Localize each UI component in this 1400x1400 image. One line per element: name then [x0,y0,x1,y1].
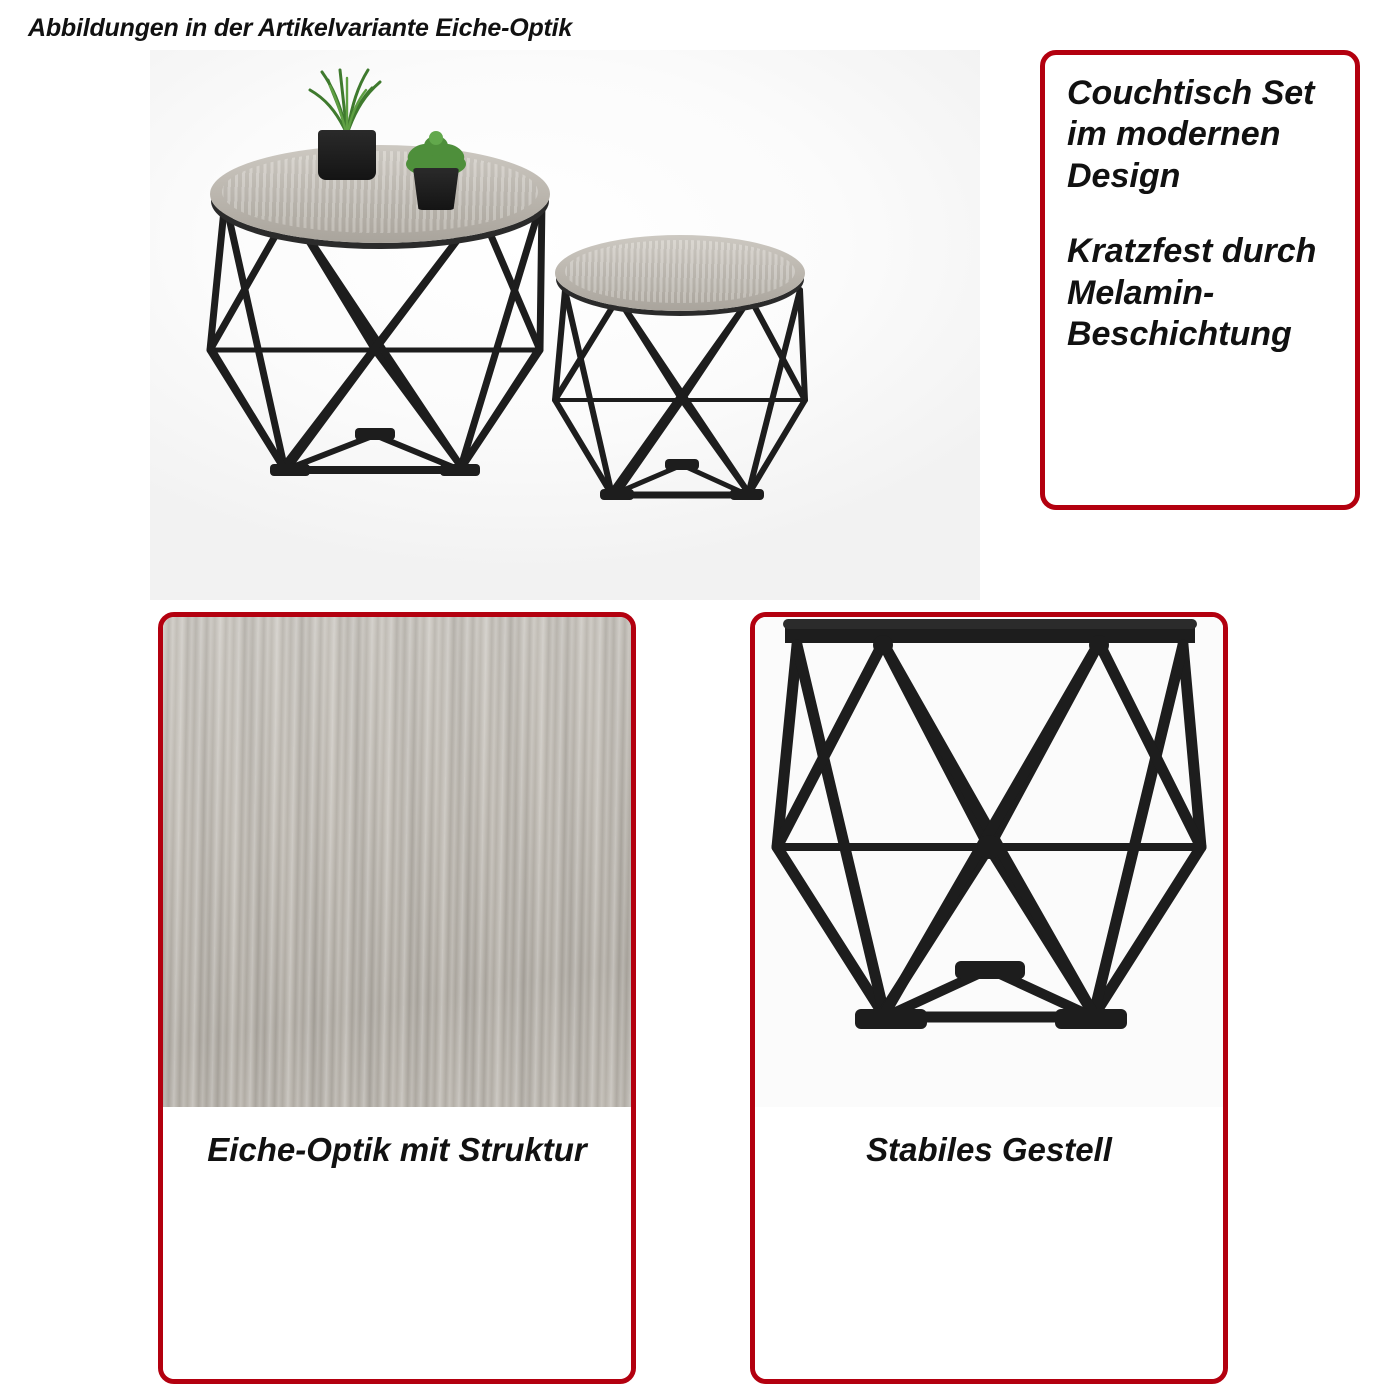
feature-text-2: Kratzfest durch Melamin-Beschichtung [1067,232,1317,354]
wood-texture-caption [163,1107,631,1379]
hero-product-photo [150,50,980,600]
feature-text-1: Couchtisch Set im modernen Design [1067,74,1315,195]
small-table-top [555,235,805,311]
oak-texture-swatch [163,617,631,1107]
pot-dark [318,130,376,180]
grass-plant-pot [310,68,382,180]
table-frames-illustration [150,50,980,600]
page-title: Abbildungen in der Artikelvariante Eiche-Optik [28,14,573,42]
frame-closeup-image [755,617,1223,1107]
frame-closeup-illustration [755,617,1223,1107]
wood-texture-card [158,612,636,1384]
wood-texture-caption-text: Eiche-Optik mit Struktur [207,1131,587,1168]
wood-texture-image [163,617,631,1107]
frame-card [750,612,1228,1384]
feature-callout-box [1040,50,1360,510]
succulent-plant-pot [405,128,467,210]
spacer [1067,197,1337,231]
pot-dark-small [413,168,459,210]
frame-caption-text: Stabiles Gestell [866,1131,1112,1168]
frame-caption [755,1107,1223,1379]
